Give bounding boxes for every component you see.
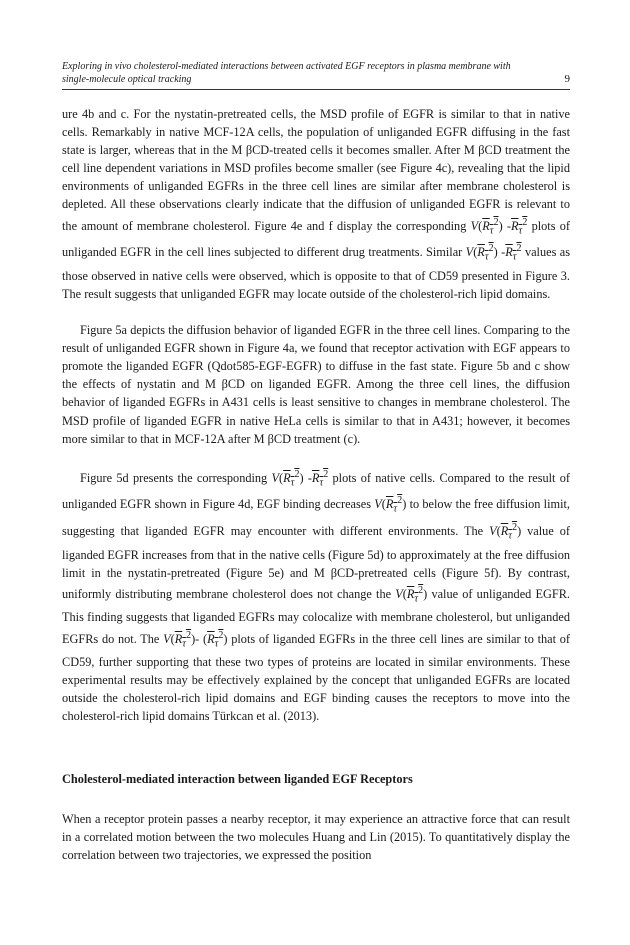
paragraph-3-part-c: to below the free diffusion limit, suggesting that liganded EGFR may encounter with different environments. The <box>62 497 570 539</box>
paragraph-3-part-a: Figure 5d presents the corresponding <box>80 470 272 485</box>
running-header-title <box>62 60 552 86</box>
paragraph-3-part-b: plots of native cells. Compared to the result of unliganded EGFR shown in Figure 4d, EGF binding decreases <box>62 470 570 512</box>
paragraph-1-part-c: values as those observed in native cells were observed, which is opposite to that of CD59 presented in Figure 3. The result suggests that unliganded EGFR may locate outside of the cholesterol-rich lipid domains. <box>62 245 571 301</box>
paragraph-3-part-f: plots of liganded EGFRs in the three cell lines are similar to that of CD59, further supporting that these two types of proteins are located in similar environments. These experimental results may be effectively explained by the concept that unliganded EGFRs are located outside the cholesterol-rich lipid domains and EGF binding causes the receptors to move into the cholesterol-rich lipid domains Türkcan et al. (2013). <box>62 631 570 724</box>
article-body <box>62 105 570 864</box>
paragraph-1-part-a: ure 4b and c. For the nystatin-pretreated cells, the MSD profile of EGFR is similar to that in native cells. Remarkably in native MCF-12A cells, the population of unliganded EGFR diffusing in the fast state is larger, whereas that in the M βCD-treated cells it becomes smaller. After M βCD treatment the cell line dependent variations in MSD profiles become smaller (see Figure 4c), revealing that the lipid environments of unliganded EGFRs in the three cell lines are similar after membrane cholesterol is depleted. All these observations clearly indicate that the diffusion of unliganded EGFR is relevant to the amount of membrane cholesterol. Figure 4e and f display the corresponding <box>62 107 570 233</box>
paragraph-2: Figure 5a depicts the diffusion behavior of liganded EGFR in the three cell lines. Comparing to the result of unliganded EGFR shown in Figure 4a, we found that receptor activation with EGF appears to promote the liganded EGFR (Qdot585-EGF-EGFR) to diffuse in the fast state. Figure 5b and c show the effects of nystatin and M βCD on liganded EGFR. Among the three cell lines, the diffusion behavior of liganded EGFRs in A431 cells is least sensitive to changes in membrane cholesterol. The MSD profile of liganded EGFR in native HeLa cells is similar to that in A431; however, it becomes more similar to that in MCF-12A after M βCD treatment (c). <box>62 323 570 446</box>
paragraph-1-part-b: plots of unliganded EGFR in the cell lines subjected to different drug treatments. Similar <box>62 218 571 260</box>
running-header <box>62 60 570 86</box>
paragraph-3: Figure 5d presents the corresponding $V(R_\tau^2)$ $-R_\tau^2$ plots of native cells. Compared to the result of unliganded EGFR shown in Figure 4d, EGF binding decreases $V(R_\tau^2)$ to below the free diffusion limit, suggesting that liganded EGFR may encounter with different environments. The $V(R_\tau^2)$ value of liganded EGFR increases from that in the native cells (Figure 5d) to approximately at the free diffusion limit in the nystatin-pretreated (Figure 5e) and M βCD-pretreated cells (Figure 5f). By contrast, uniformly distributing membrane cholesterol does not change the $V(R_\tau^2)$ value of unliganded EGFR. This finding suggests that liganded EGFRs may colocalize with membrane cholesterol, but unliganded EGFRs do not. The $V(R_\tau^2)-$ $(R_\tau^2)$ plots of liganded EGFRs in the three cell lines are similar to that of CD59, further supporting that these two types of proteins are located in similar environments. These experimental results may be effectively explained by the concept that unliganded EGFRs are located outside the cholesterol-rich lipid domains and EGF binding causes the receptors to move into the cholesterol-rich lipid domains Türkcan et al. (2013). <box>62 468 570 724</box>
paragraph-1: ure 4b and c. For the nystatin-pretreated cells, the MSD profile of EGFR is similar to that in native cells. Remarkably in native MCF-12A cells, the population of unliganded EGFR diffusing in the fast state is larger, whereas that in the M βCD-treated cells it becomes smaller. After M βCD treatment the cell line dependent variations in MSD profiles become smaller (see Figure 4c), revealing that the lipid environments of unliganded EGFRs in the three cell lines are similar after membrane cholesterol is depleted. All these observations clearly indicate that the diffusion of unliganded EGFR is relevant to the amount of membrane cholesterol. Figure 4e and f display the corresponding $V(R_\tau^2)$ $-R_\tau^2$ plots of unliganded EGFR in the cell lines subjected to different drug treatments. Similar $V(R_\tau^2)$ $-R_\tau^2$ values as those observed in native cells were observed, which is opposite to that of CD59 presented in Figure 3. The result suggests that unliganded EGFR may locate outside of the cholesterol-rich lipid domains. <box>62 107 571 301</box>
page-number: 9 <box>564 73 570 85</box>
paragraph-3-part-e: value of unliganded EGFR. This finding suggests that liganded EGFRs may colocalize with membrane cholesterol, but unliganded EGFRs do not. The <box>62 586 570 646</box>
paragraph-4: When a receptor protein passes a nearby receptor, it may experience an attractive force that can result in a correlated motion between the two molecules Huang and Lin (2015). To quantitatively display the correlation between two trajectories, we expressed the position <box>62 811 570 862</box>
section-heading: Cholesterol-mediated interaction between liganded EGF Receptors <box>62 771 413 786</box>
header-title-line2: single-molecule optical tracking <box>62 74 192 85</box>
header-title-line1: Exploring in vivo cholesterol-mediated interactions between activated EGF receptors in plasma membrane with <box>62 61 511 72</box>
paragraph-3-part-d: value of liganded EGFR increases from that in the native cells (Figure 5d) to approximately at the free diffusion limit in the nystatin-pretreated (Figure 5e) and M βCD-pretreated cells (Figure 5f). By contrast, uniformly distributing membrane cholesterol does not change the <box>62 524 570 601</box>
header-rule <box>62 89 570 90</box>
